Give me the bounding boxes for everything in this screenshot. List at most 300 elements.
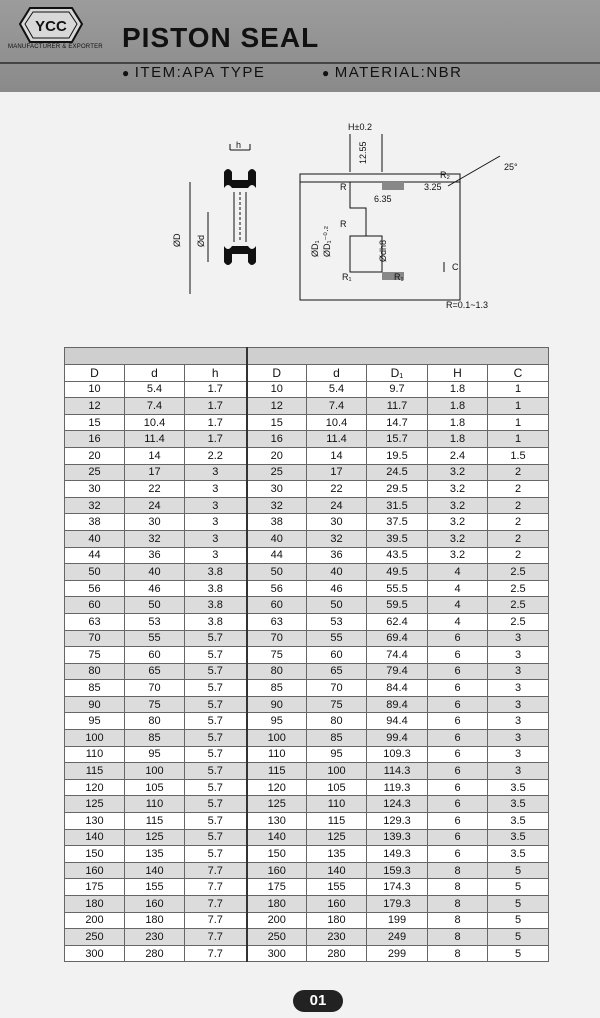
table-cell: 6 [428,846,488,863]
table-cell: 85 [307,730,367,747]
table-cell: 56 [247,580,307,597]
table-cell: 6 [428,829,488,846]
table-cell: 29.5 [367,481,428,498]
table-cell: 3 [185,497,247,514]
table-body [65,381,549,962]
label-d: Ød [196,234,206,247]
table-cell: 89.4 [367,696,428,713]
table-cell: 2 [488,530,549,547]
table-cell: 100 [307,763,367,780]
table-cell: 115 [65,763,125,780]
label-h: h [236,140,242,150]
label-R1-left: R₁ [342,272,352,282]
table-cell: 249 [367,929,428,946]
table-cell: 24.5 [367,464,428,481]
table-cell: 95 [125,746,185,763]
table-cell: 53 [125,613,185,630]
table-row [65,912,549,929]
table-row [65,547,549,564]
label-12-55: 12.55 [358,141,368,164]
table-cell: 30 [247,481,307,498]
table-cell: 40 [125,564,185,581]
table-cell: 175 [65,879,125,896]
material [322,64,463,81]
table-cell: 5.7 [185,846,247,863]
item-type-text: ITEM:APA TYPE [134,64,266,81]
logo-text: YCC [35,18,67,35]
table-cell: 3 [185,530,247,547]
table-cell: 25 [247,464,307,481]
table-cell: 17 [307,464,367,481]
table-cell: 38 [247,514,307,531]
table-row [65,580,549,597]
table-row [65,497,549,514]
table-cell: 5 [488,912,549,929]
table-cell: 5 [488,862,549,879]
table-cell: 15 [65,414,125,431]
label-3-25: 3.25 [424,182,442,192]
table-cell: 180 [65,896,125,913]
table-cell: 8 [428,862,488,879]
table-cell: 20 [247,447,307,464]
table-cell: 11.4 [307,431,367,448]
table-cell: 1.5 [488,447,549,464]
table-cell: 115 [307,813,367,830]
col-header: D [247,365,307,382]
table-cell: 36 [307,547,367,564]
page-title: PISTON SEAL [122,22,320,53]
col-header: H [428,365,488,382]
table-cell: 85 [65,680,125,697]
table-cell: 3.8 [185,597,247,614]
table-cell: 2.2 [185,447,247,464]
label-D1: ØD₁ [310,240,320,257]
table-row [65,713,549,730]
table-cell: 5 [488,879,549,896]
table-cell: 1 [488,381,549,398]
table-cell: 12 [65,398,125,415]
table-cell: 75 [247,647,307,664]
table-cell: 105 [307,779,367,796]
table-cell: 100 [65,730,125,747]
table-cell: 100 [247,730,307,747]
table-cell: 125 [307,829,367,846]
table-cell: 32 [125,530,185,547]
table-cell: 155 [307,879,367,896]
table-cell: 49.5 [367,564,428,581]
table-cell: 75 [125,696,185,713]
table-cell: 85 [247,680,307,697]
table-cell: 6 [428,696,488,713]
table-cell: 130 [65,813,125,830]
table-cell: 280 [125,945,185,962]
table-cell: 6 [428,813,488,830]
table-cell: 70 [125,680,185,697]
table-cell: 250 [65,929,125,946]
table-cell: 139.3 [367,829,428,846]
table-cell: 110 [125,796,185,813]
table-cell: 31.5 [367,497,428,514]
table-row [65,414,549,431]
header-rule [0,62,600,64]
table-cell: 174.3 [367,879,428,896]
table-cell: 37.5 [367,514,428,531]
table-cell: 155 [125,879,185,896]
label-R-inner: R [340,219,347,229]
table-cell: 5.7 [185,730,247,747]
table-cell: 55.5 [367,580,428,597]
table-cell: 80 [247,663,307,680]
table-cell: 14 [125,447,185,464]
table-cell: 3 [488,746,549,763]
table-row [65,630,549,647]
page-number: 01 [293,990,343,1012]
table-cell: 16 [247,431,307,448]
table-cell: 119.3 [367,779,428,796]
bullet-icon: ● [322,66,331,80]
label-D: ØD [172,233,182,247]
table-cell: 1.7 [185,381,247,398]
table-cell: 3.2 [428,547,488,564]
table-cell: 250 [247,929,307,946]
table-cell: 105 [125,779,185,796]
table-cell: 5.7 [185,813,247,830]
table-cell: 55 [125,630,185,647]
table-cell: 46 [125,580,185,597]
table-cell: 2.5 [488,564,549,581]
table-cell: 5.7 [185,713,247,730]
table-cell: 1.7 [185,431,247,448]
table-cell: 75 [307,696,367,713]
table-cell: 7.7 [185,912,247,929]
table-cell: 3 [185,481,247,498]
table-cell: 1.8 [428,431,488,448]
table-cell: 9.7 [367,381,428,398]
table-row [65,929,549,946]
table-cell: 50 [65,564,125,581]
table-cell: 3 [185,514,247,531]
table-row [65,829,549,846]
table-cell: 79.4 [367,663,428,680]
table-cell: 230 [125,929,185,946]
table-cell: 2.5 [488,580,549,597]
table-cell: 5.7 [185,680,247,697]
table-cell: 3 [185,464,247,481]
table-cell: 63 [65,613,125,630]
table-cell: 8 [428,929,488,946]
table-row [65,564,549,581]
table-row [65,481,549,498]
table-cell: 115 [125,813,185,830]
table-cell: 175 [247,879,307,896]
table-cell: 3.2 [428,530,488,547]
table-row [65,398,549,415]
table-cell: 5.7 [185,696,247,713]
table-cell: 179.3 [367,896,428,913]
table-cell: 199 [367,912,428,929]
table-cell: 8 [428,879,488,896]
table-cell: 3.5 [488,813,549,830]
table-cell: 6 [428,763,488,780]
table-cell: 180 [307,912,367,929]
table-cell: 84.4 [367,680,428,697]
table-cell: 22 [125,481,185,498]
table-cell: 120 [247,779,307,796]
table-cell: 50 [247,564,307,581]
table-cell: 3.2 [428,464,488,481]
table-cell: 299 [367,945,428,962]
table-cell: 2 [488,481,549,498]
label-C: C [452,262,459,272]
table-cell: 230 [307,929,367,946]
table-cell: 6 [428,663,488,680]
table-cell: 65 [307,663,367,680]
dimension-table [64,347,549,962]
table-cell: 50 [307,597,367,614]
table-cell: 135 [307,846,367,863]
table-cell: 4 [428,597,488,614]
table-row [65,613,549,630]
table-row [65,813,549,830]
table-cell: 85 [125,730,185,747]
table-cell: 3.8 [185,580,247,597]
table-cell: 1.7 [185,398,247,415]
table-row [65,381,549,398]
table-cell: 5 [488,929,549,946]
table-cell: 40 [247,530,307,547]
table-cell: 60 [307,647,367,664]
material-text: MATERIAL:NBR [334,64,463,81]
table-cell: 30 [125,514,185,531]
table-cell: 6 [428,630,488,647]
table-cell: 5 [488,945,549,962]
table-cell: 6 [428,680,488,697]
table-cell: 53 [307,613,367,630]
table-cell: 70 [65,630,125,647]
table-cell: 24 [307,497,367,514]
table-cell: 63 [247,613,307,630]
table-cell: 44 [65,547,125,564]
table-row [65,862,549,879]
table-cell: 11.4 [125,431,185,448]
table-row [65,647,549,664]
table-cell: 160 [125,896,185,913]
table-cell: 38 [65,514,125,531]
col-header: D [65,365,125,382]
table-cell: 3 [488,647,549,664]
table-cell: 65 [125,663,185,680]
table-cell: 6 [428,779,488,796]
table-cell: 125 [125,829,185,846]
col-header: C [488,365,549,382]
table-row [65,514,549,531]
table-row [65,696,549,713]
table-cell: 3 [488,696,549,713]
table-cell: 36 [125,547,185,564]
table-cell: 95 [307,746,367,763]
table-cell: 46 [307,580,367,597]
table-cell: 14 [307,447,367,464]
table-cell: 70 [307,680,367,697]
table-cell: 40 [307,564,367,581]
table-cell: 30 [65,481,125,498]
table-cell: 129.3 [367,813,428,830]
table-cell: 32 [307,530,367,547]
table-row [65,746,549,763]
table-cell: 125 [65,796,125,813]
table-cell: 7.4 [307,398,367,415]
table-cell: 3.5 [488,829,549,846]
table-row [65,597,549,614]
table-cell: 140 [65,829,125,846]
table-cell: 6 [428,647,488,664]
table-cell: 150 [65,846,125,863]
table-cell: 125 [247,796,307,813]
item-type [122,64,265,81]
table-cell: 3 [488,713,549,730]
table-row [65,945,549,962]
table-row [65,680,549,697]
table-cell: 150 [247,846,307,863]
table-cell: 3 [488,663,549,680]
page-header [0,0,600,92]
table-cell: 10 [247,381,307,398]
label-H-tol: H±0.2 [348,122,372,132]
table-row [65,464,549,481]
table-cell: 10.4 [125,414,185,431]
table-cell: 74.4 [367,647,428,664]
groove-section [300,122,518,310]
table-cell: 80 [65,663,125,680]
table-cell: 4 [428,564,488,581]
table-cell: 5.7 [185,763,247,780]
table-cell: 60 [125,647,185,664]
table-cell: 7.7 [185,896,247,913]
table-cell: 1.7 [185,414,247,431]
table-cell: 17 [125,464,185,481]
table-cell: 2 [488,514,549,531]
label-d-h8: Ødh8 [378,239,388,262]
table-cell: 135 [125,846,185,863]
table-cell: 200 [65,912,125,929]
table-cell: 20 [65,447,125,464]
table-cell: 7.4 [125,398,185,415]
table-cell: 110 [307,796,367,813]
table-cell: 11.7 [367,398,428,415]
table-cell: 3 [488,763,549,780]
table-cell: 3.5 [488,779,549,796]
table-cell: 62.4 [367,613,428,630]
label-R: R [340,182,347,192]
table-cell: 159.3 [367,862,428,879]
table-cell: 90 [247,696,307,713]
table-cell: 50 [125,597,185,614]
table-cell: 69.4 [367,630,428,647]
table-cell: 5.4 [125,381,185,398]
table-row [65,530,549,547]
table-cell: 95 [65,713,125,730]
table-cell: 95 [247,713,307,730]
table-cell: 80 [125,713,185,730]
table-cell: 149.3 [367,846,428,863]
table-cell: 140 [247,829,307,846]
table-cell: 7.7 [185,862,247,879]
table-row [65,730,549,747]
table-cell: 110 [247,746,307,763]
table-cell: 4 [428,613,488,630]
table-cell: 60 [65,597,125,614]
table-cell: 120 [65,779,125,796]
table-cell: 2.5 [488,613,549,630]
table-cell: 1.8 [428,398,488,415]
table-cell: 40 [65,530,125,547]
label-r-range: R=0.1~1.3 [446,300,489,310]
table-cell: 5.7 [185,796,247,813]
table-cell: 100 [125,763,185,780]
table-cell: 32 [65,497,125,514]
table-cell: 60 [247,597,307,614]
table-cell: 6 [428,796,488,813]
table-top-band [65,348,549,365]
seal-technical-drawing [160,112,520,312]
table-cell: 2 [488,547,549,564]
table-cell: 109.3 [367,746,428,763]
table-cell: 180 [125,912,185,929]
table-cell: 3.8 [185,564,247,581]
table-cell: 59.5 [367,597,428,614]
table-cell: 1.8 [428,414,488,431]
table-cell: 55 [307,630,367,647]
table-cell: 44 [247,547,307,564]
table-cell: 3 [488,680,549,697]
table-cell: 300 [65,945,125,962]
table-row [65,663,549,680]
table-cell: 6 [428,730,488,747]
table-cell: 14.7 [367,414,428,431]
table-cell: 94.4 [367,713,428,730]
label-angle: 25° [504,162,518,172]
table-cell: 3.5 [488,846,549,863]
logo-subtitle: MANUFACTURER & EXPORTER [8,44,103,50]
table-row [65,879,549,896]
table-cell: 70 [247,630,307,647]
table-cell: 43.5 [367,547,428,564]
table-cell: 1.8 [428,381,488,398]
table-cell: 160 [307,896,367,913]
table-cell: 300 [247,945,307,962]
table-cell: 56 [65,580,125,597]
table-cell: 10 [65,381,125,398]
table-cell: 5.7 [185,779,247,796]
table-cell: 124.3 [367,796,428,813]
table-cell: 1 [488,414,549,431]
table-cell: 5.7 [185,829,247,846]
table-row [65,846,549,863]
table-cell: 5.4 [307,381,367,398]
table-cell: 90 [65,696,125,713]
table-cell: 140 [307,862,367,879]
table-cell: 15.7 [367,431,428,448]
table-cell: 22 [307,481,367,498]
table-cell: 3 [185,547,247,564]
table-cell: 10.4 [307,414,367,431]
table-cell: 7.7 [185,929,247,946]
col-header: d [307,365,367,382]
table-cell: 115 [247,763,307,780]
table-cell: 24 [125,497,185,514]
table-cell: 80 [307,713,367,730]
table-cell: 110 [65,746,125,763]
